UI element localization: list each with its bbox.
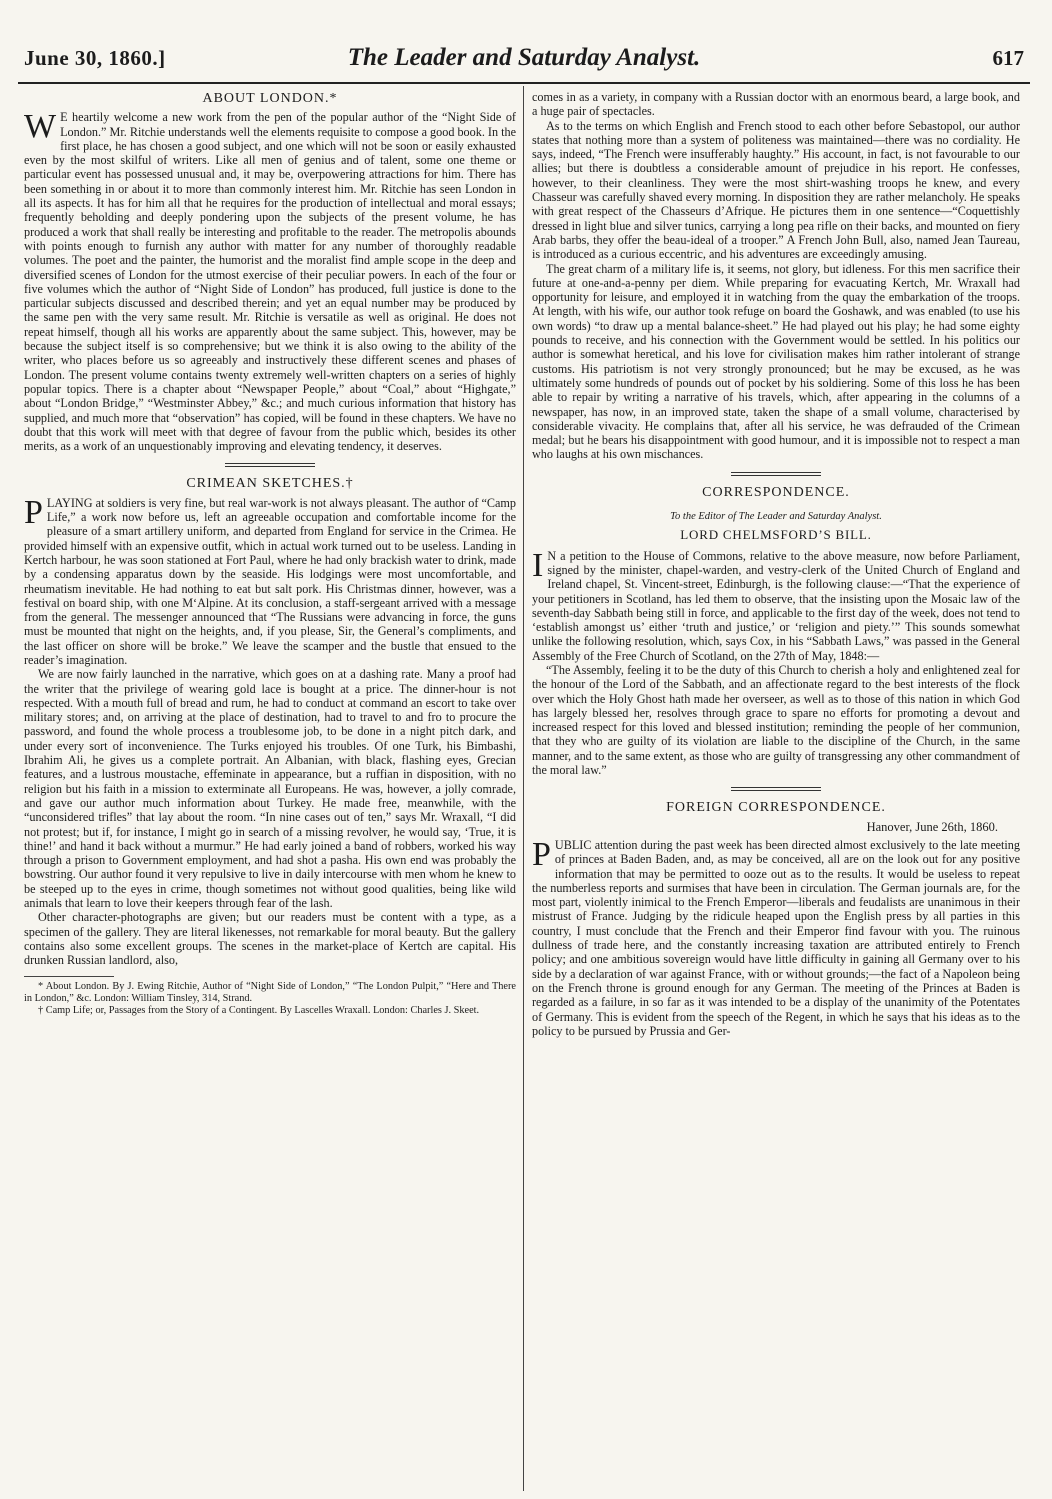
header-title: The Leader and Saturday Analyst. [347,44,701,71]
section-separator [225,463,315,467]
footnote: † Camp Life; or, Passages from the Story of a Contingent. By Lascelles Wraxall. London: Charles J. Skeet. [38,1005,480,1017]
dropcap: I [532,546,544,584]
right-column [532,90,1020,1038]
correspondence-title: CORRESPONDENCE. [702,484,850,500]
crimean-paragraph: Other character-photographs are given; but our readers must be content with a type, as a specimen of the gallery. They are literal likenesses, not remarkable for moral beauty. But the gallery contains also some excellent groups. The scenes in the market-place of Kertch are capital. His drunken Russian landlord, also, [24,910,516,968]
about-london-title: ABOUT LONDON.* [202,91,338,106]
foreign-paragraph: PUBLIC attention during the past week has been directed almost exclusively to the late meeting of princes at Baden Baden, and, as may be conceived, all are on the look out for any positive information that may be permitted to ooze out as to the results. It would be useless to repeat the numberless reports and surmises that have been in circulation. The German journals are, for the most part, violently inimical to the French Emperor—liberals and feudalists are unanimous in their mistrust of France. Judging by the ridicule heaped upon the English press by all parties in this country, I must conclude that the French and their Emperor find favour with you. The ruinous dullness of trade here, and the constantly increasing taxation are attributed entirely to French policy; and one ambitious sovereign would have little difficulty in gaining all Germany over to his side by a declaration of war against France, with or without grounds;—the fact of a Napoleon being on the French throne is ground enough for any German. The meeting of the Princes at Baden is regarded as a failure, in so far as it was intended to be a display of the unanimity of the Potentates of Germany. This is evident from the speech of the Regent, in which he says that his ideas as to the policy to be pursued by Prussia and Ger- [532,835,1020,1038]
crimean-sketches-title: CRIMEAN SKETCHES.† [186,476,354,492]
left-column [24,90,516,1017]
crimean-paragraph: We are now fairly launched in the narrative, which goes on at a dashing rate. Many a proof had the writer that the privilege of wearing gold lace is bought at a price. The dinner-hour is not respected. With a mouth full of bread and rum, he had to conduct at command an escort to take over military stores; and, on arriving at the place of destination, had to travel to and fro to procure the password, and found the whole process a troublesome job, to be done in a night pitch dark, and under every sort of inconvenience. The Turks enjoyed his troubles. Of one Turk, his Bimbashi, Ibrahim Ali, he gives us a complete portrait. An Albanian, with black, flashing eyes, Grecian features, and a lustrous moustache, effeminate in appearance, but a ruffian in disposition, with no religion but his faith in a mission to exterminate all Europeans. He was, however, a jolly comrade, and gave our author much information about Turkey. He made free, meanwhile, with the “unconsidered trifles” that lay about the room. “In nine cases out of ten,” says Mr. Wraxall, “I did not protest; but if, for instance, I might go in search of a missing revolver, he would say, ‘True, it is thine!’ and hand it back without a murmur.” He had early joined a band of robbers, worked his way through a prison to Government employment, and had shot a pasha. His own end was probably the bowstring. Our author found it very repulsive to live in daily intercourse with men whom he knew to be steeped up to the eyes in crime, though sometimes not without good qualities, being like wild animals that learn to love their keepers through fear of the lash. [24,667,516,911]
page-header [18,44,1030,80]
header-rule [18,82,1030,84]
page-number: 617 [992,46,1024,70]
about-london-paragraph: W E heartily welcome a new work from the pen of the popular author of the “Night Side of London.” Mr. Ritchie understands well the elements requisite to compose a good book. In the first place, he has chosen a good subject, and one which will not be soon or easily exhausted even by the most skilful of writers. Like all men of genius and of talent, some one theme or particular event has possessed unusual and, it may be, overpowering attractions for him. There has been something in or about it to more than commonly interest him. Mr. Ritchie has seen London in all its aspects. It has for him all that he requires for the production of intellectual and moral essays; frequently beholding and deeply pondering upon the subjects of the present volume, he has produced a work that shall really be interesting and profitable to the reader. The metropolis abounds with points enough to furnish any author with matter for any number of thoroughly readable volumes. The poet and the painter, the humorist and the moralist find ample scope in the deep and diversified scenes of London for the utmost exercise of their peculiar powers. In each of the four or five volumes which the author of “Night Side of London” has produced, full justice is done to the particular subjects discussed and described therein; and yet an equal number may be produced by the same pen with the very same result. Mr. Ritchie is versatile as well as original. He does not repeat himself, though all his works are apparently about the same subject. This, however, may be because the subject itself is so comprehensive; but we think it is also owing to the ability of the writer, who places before us so agreeably and instructively these different scenes and phases of London. The present volume contains twenty extremely well-written chapters on a series of highly popular topics. There is a chapter about “Newspaper People,” about “Coal,” about “Highgate,” about “London Bridge,” “Westminster Abbey,” &c.; and much curious information that history has supplied, and much more that “observation” has copied, will be found in these chapters. We have no doubt that this work will meet with that degree of favour from the public which, besides its other merits, as a work of an unquestionably improving and elevating tendency, it deserves. [24,108,517,454]
foreign-correspondence-title: FOREIGN CORRESPONDENCE. [666,800,886,816]
footnote: * About London. By J. Ewing Ritchie, Author of “Night Side of London,” “The London Pulpit,” “Here and There in London,” &c. London: William Tinsley, 314, Strand. [24,980,516,1004]
column-divider [523,86,524,1491]
letter-title: LORD CHELMSFORD’S BILL. [680,527,872,543]
dateline: Hanover, June 26th, 1860. [866,819,998,834]
crimean-continued-paragraph: comes in as a variety, in company with a Russian doctor with an enormous beard, a large book, and a huge pair of spectacles. [532,90,1020,119]
correspondence-paragraph: I N a petition to the House of Commons, relative to the above measure, now before Parliament, signed by the minister, chapel-warden, and vestry-clerk of the United Church of England and Ireland chapel, St. Vincent-street, Edinburgh, is the following clause:—“That the experience of your petitioners in Scotland, has led them to observe, that the insisting upon the Mosaic law of the seventh-day Sabbath being still in force, and applicable to the first day of the week, does not tend to ‘establish amongst us’ either ‘truth and justice,’ or ‘religion and piety.’” This sounds somewhat unlike the following resolution, which, says Cox, in his “Sabbath Laws,” was passed in the General Assembly of the Free Church of Scotland, on the 27th of May, 1848:— [532,546,1020,663]
footnote-rule [24,976,114,977]
dropcap: P [24,493,43,531]
correspondence-paragraph: “The Assembly, feeling it to be the duty of this Church to cherish a holy and enlightened zeal for the honour of the Lord of the Sabbath, and an affectionate regard to the best interests of the flock over which the Holy Ghost hath made her overseer, as well as to those of this nation in which God has largely blessed her, resolves through grace to spare no efforts for promoting a devout and increased respect for this loved and blessed institution; reminding the people of her communion, that they who are guilty of its violation are liable to the discipline of the Church, in the same manner, and to the same extent, as those who are guilty of transgressing any other commandment of the moral law.” [532,662,1020,778]
dropcap: W [24,108,57,146]
crimean-continued-paragraph: As to the terms on which English and French stood to each other before Sebastopol, our author states that nothing more than a system of politeness was maintained—there was no cordiality. He says, indeed, “The French were insufferably haughty.” His account, in fact, is not favourable to our allies; but there is doubtless a considerable amount of prejudice in his report. He confesses, however, to their cleanliness. They were the most shirt-washing troops he knew, and every Chasseur was carefully shaved every morning. In disposition they are rather melancholy. He speaks with great respect of the Chasseurs d’Afrique. He pictures them in one sentence—“Coquettishly dressed in light blue and silver tunics, carrying a long pea rifle on their backs, and mounted on fiery Arab barbs, they offer the beau-ideal of a trooper.” A French John Bull, also, named Jean Taureau, is introduced as a curious eccentric, and his adventures are exceedingly amusing. [532,118,1020,262]
to-editor-line: To the Editor of The Leader and Saturday Analyst. [670,511,882,523]
crimean-paragraph: PLAYING at soldiers is very fine, but real war-work is not always pleasant. The author of “Camp Life,” a work now before us, left an agreeable occupation and comfortable income for the pleasure of a smart artillery uniform, and departed from England for service in the Crimea. He provided himself with an expensive outfit, which in actual work turned out to be useless. Landing in Kertch harbour, he was soon stationed at Fort Paul, where he had only brackish water to drink, made by a condensing apparatus down by the seaside. His lodgings were most uncomfortable, and rheumatism inevitable. He had nothing to eat but salt pork. His Christmas dinner, however, was a festival on board ship, with one M‘Alpine. At its conclusion, a staff-sergeant arrived with a message from the general. The messenger announced that “The Russians were advancing in force, the guns must be mounted that night on the heights, and, if you please, Sir, the General’s compliments, and the last officer on shore will be broke.” We leave the scamper and the bustle that ensued to the reader’s imagination. [24,493,516,667]
section-separator [731,787,821,791]
dropcap: P [532,835,551,873]
header-date: June 30, 1860.] [24,46,166,70]
section-separator [731,472,821,476]
crimean-continued-paragraph: The great charm of a military life is, it seems, not glory, but idleness. For this men sacrifice their future at one-and-a-penny per diem. While preparing for evacuating Kertch, Mr. Wraxall had opportunity for leisure, and employed it in watching from the quay the embarkation of the troops. At length, with his wife, our author took refuge on board the Goshawk, and was enabled (to use his own words) “to draw up a mental balance-sheet.” He had played out his play; he had some eighty pounds to receive, and his connection with the Government would be settled. In his politics our author is somewhat heretical, and his love for civilisation makes him rather intolerant of strange customs. His patriotism is not very strongly pronounced; but he may be excused, as he was ultimately some hundreds of pounds out of pocket by his soldiering. Some of this loss he has been able to repair by writing a narrative of his travels, which, after appearing in the columns of a newspaper, has now, in an improved state, taken the shape of a small volume, characterised by considerable vivacity. He complains that, after all his service, he was defrauded of the Crimean medal; but he bears his disappointment with good humour, and it is impossible not to respect a man who laughs at his own mischances. [532,261,1020,462]
